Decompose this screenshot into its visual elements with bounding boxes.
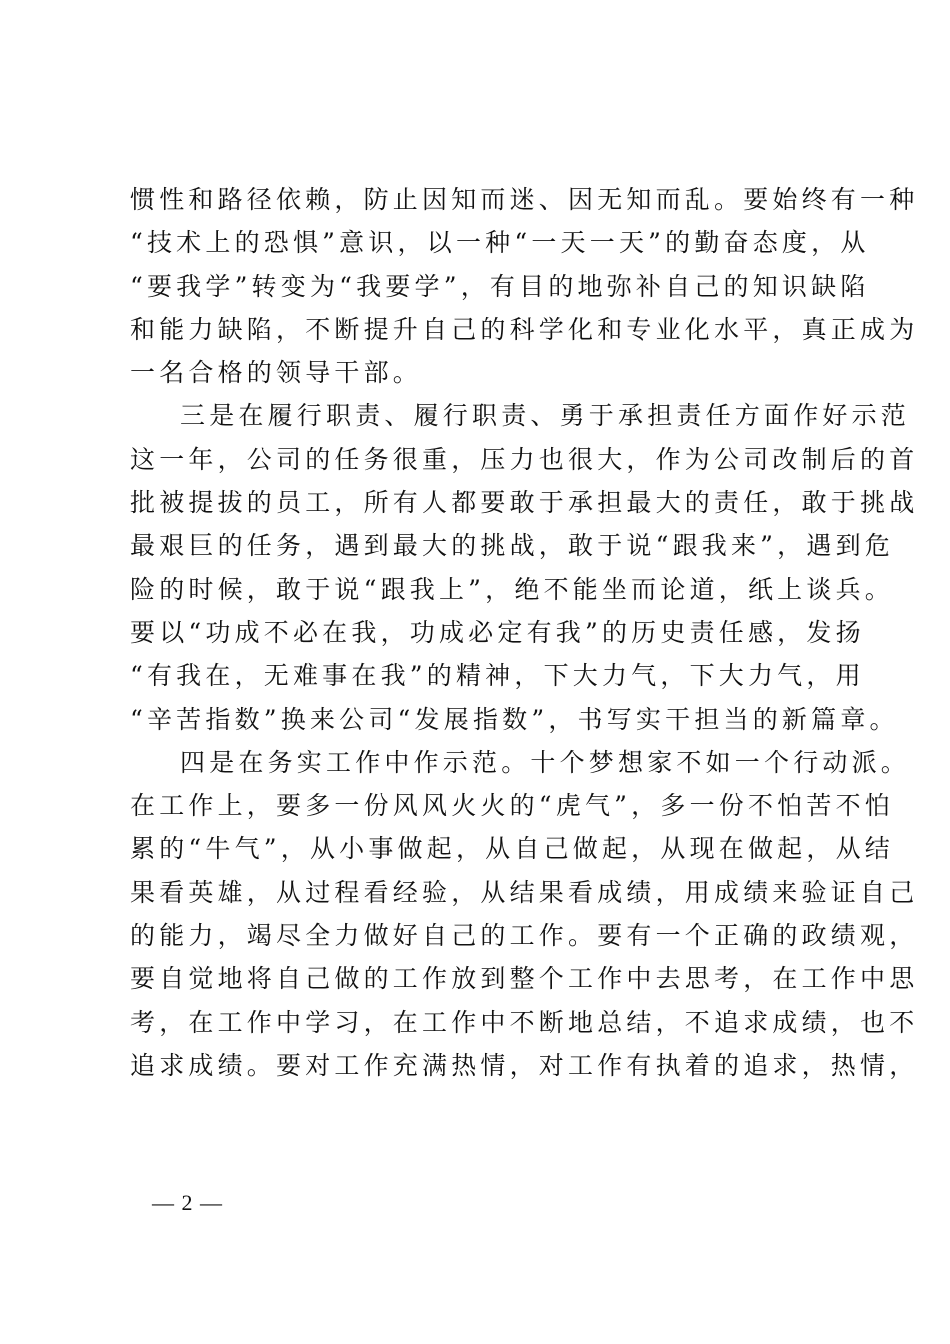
text-line: 险的时候，敢于说“跟我上”，绝不能坐而论道，纸上谈兵。 — [130, 574, 894, 604]
page-number: — 2 — — [152, 1190, 223, 1215]
body-text — [130, 178, 919, 1087]
text-line: 追求成绩。要对工作充满热情，对工作有执着的追求，热情， — [130, 1050, 919, 1080]
text-line: 果看英雄，从过程看经验，从结果看成绩，用成绩来验证自己 — [130, 877, 919, 907]
paragraph-start-line: 三是在履行职责、履行职责、勇于承担责任方面作好示范 — [180, 401, 911, 431]
paragraph-start-line: 四是在务实工作中作示范。十个梦想家不如一个行动派。 — [180, 747, 911, 777]
text-line: 考，在工作中学习，在工作中不断地总结，不追求成绩，也不 — [130, 1007, 919, 1037]
text-line: 这一年，公司的任务很重，压力也很大，作为公司改制后的首 — [130, 444, 919, 474]
text-line: 批被提拔的员工，所有人都要敢于承担最大的责任，敢于挑战 — [130, 488, 919, 518]
text-line: “有我在，无难事在我”的精神，下大力气，下大力气，用 — [130, 661, 865, 691]
text-line: 和能力缺陷，不断提升自己的科学化和专业化水平，真正成为 — [130, 314, 919, 344]
text-line: “要我学”转变为“我要学”，有目的地弥补自己的知识缺陷 — [130, 271, 870, 301]
text-line: 要自觉地将自己做的工作放到整个工作中去思考，在工作中思 — [130, 964, 919, 994]
text-line: 要以“功成不必在我，功成必定有我”的历史责任感，发扬 — [130, 617, 865, 647]
text-line: “技术上的恐惧”意识，以一种“一天一天”的勤奋态度，从 — [130, 228, 870, 258]
text-line: 惯性和路径依赖，防止因知而迷、因无知而乱。要始终有一种 — [130, 185, 919, 214]
text-line: 最艰巨的任务，遇到最大的挑战，敢于说“跟我来”，遇到危 — [130, 531, 894, 561]
text-line: “辛苦指数”换来公司“发展指数”，书写实干担当的新篇章。 — [130, 704, 899, 734]
text-line: 累的“牛气”，从小事做起，从自己做起，从现在做起，从结 — [130, 834, 894, 864]
text-line: 一名合格的领导干部。 — [130, 358, 423, 388]
text-line: 在工作上，要多一份风风火火的“虎气”，多一份不怕苦不怕 — [130, 791, 894, 821]
text-line: 的能力，竭尽全力做好自己的工作。要有一个正确的政绩观， — [130, 921, 919, 951]
